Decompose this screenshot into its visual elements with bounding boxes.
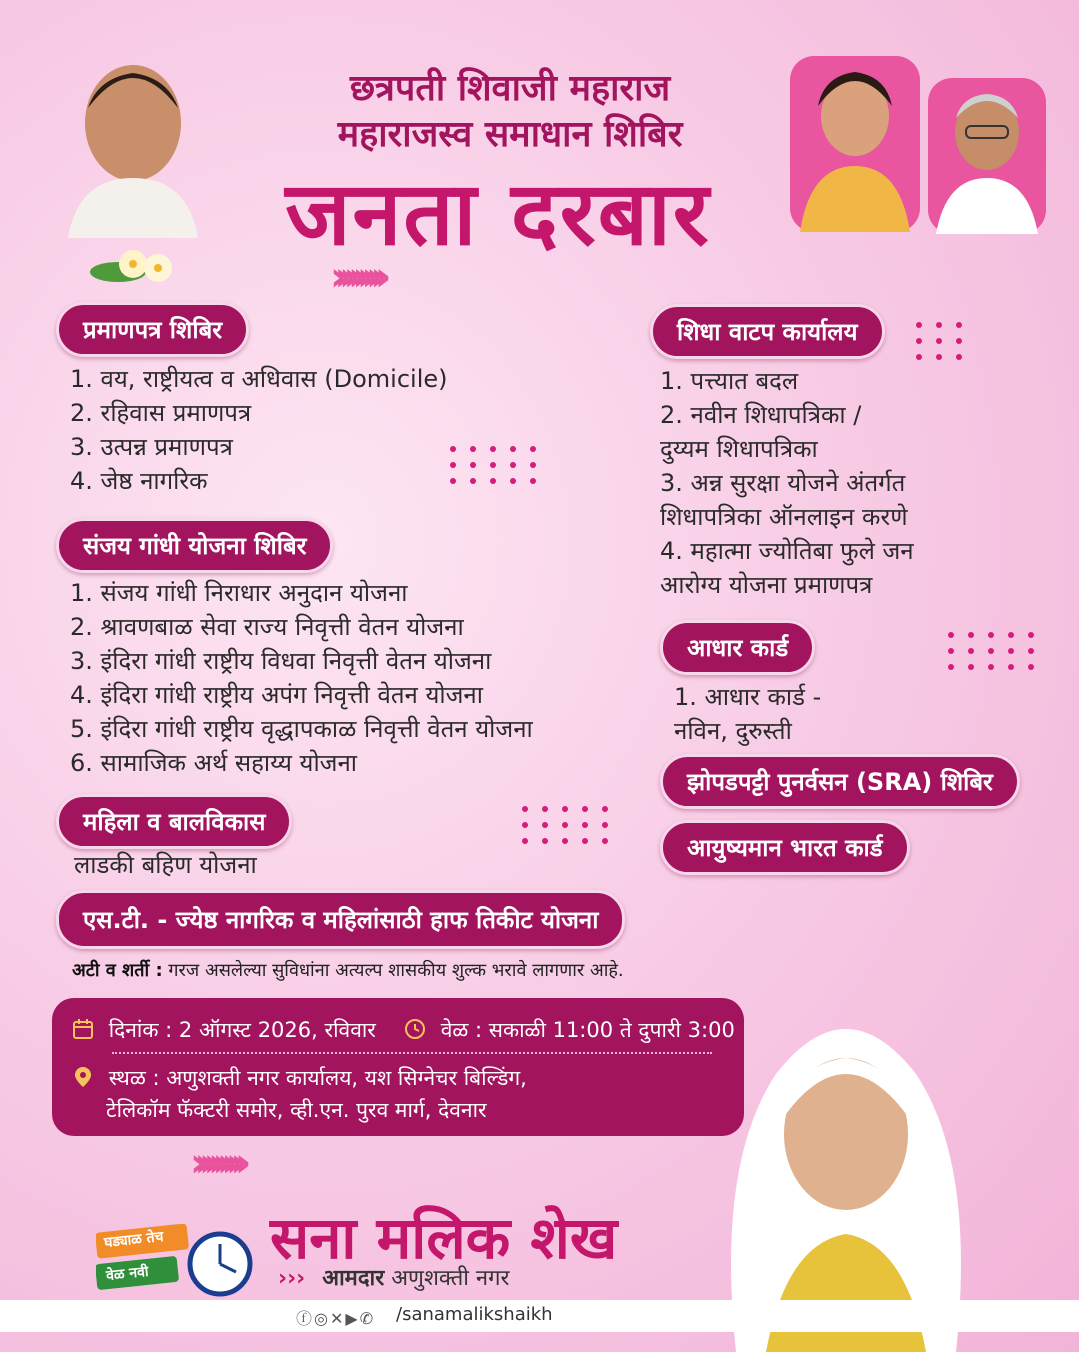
dot-grid-decoration	[948, 632, 1036, 670]
venue-line-1: स्थळ : अणुशक्ती नगर कार्यालय, यश सिग्नेचर बिल्डिंग,	[108, 1066, 527, 1090]
list-item: 3. अन्न सुरक्षा योजने अंतर्गत	[660, 469, 906, 497]
section-heading-aadhaar: आधार कार्ड	[660, 620, 815, 675]
list-item: 4. महात्मा ज्योतिबा फुले जन	[660, 537, 914, 565]
list-item: 2. नवीन शिधापत्रिका /	[660, 401, 862, 429]
list-item: 2. श्रावणबाळ सेवा राज्य निवृत्ती वेतन योजना	[70, 613, 464, 641]
terms-label: अटी व शर्ती :	[72, 960, 163, 981]
social-bar	[0, 1300, 1079, 1332]
social-icons	[296, 1306, 375, 1329]
x-icon: ✕	[329, 1309, 346, 1328]
list-item: 4. जेष्ठ नागरिक	[70, 467, 208, 495]
candidate-portrait	[646, 964, 1046, 1352]
section-heading-ration-office: शिधा वाटप कार्यालय	[650, 304, 885, 359]
list-item: 5. इंदिरा गांधी राष्ट्रीय वृद्धापकाळ निवृत्ती वेतन योजना	[70, 715, 533, 743]
whatsapp-icon: ✆	[359, 1309, 376, 1328]
social-handle[interactable]: /sanamalikshaikh	[396, 1304, 553, 1325]
header-line-1: छत्रपती शिवाजी महाराज	[349, 68, 671, 109]
party-logo	[96, 1224, 256, 1308]
sanjay-gandhi-list	[70, 576, 533, 780]
dot-grid-decoration	[916, 322, 964, 360]
chevron-right-icon: ›››	[278, 1266, 306, 1291]
list-item: 4. इंदिरा गांधी राष्ट्रीय अपंग निवृत्ती वेतन योजना	[70, 681, 483, 709]
event-date: दिनांक : 2 ऑगस्ट 2026, रविवार	[108, 1018, 376, 1042]
sra-camp-pill: झोपडपट्टी पुनर्वसन (SRA) शिबिर	[660, 754, 1020, 809]
section-heading-women-child: महिला व बालविकास	[56, 794, 292, 849]
logo-tagline-1: घड्याळ तेच	[103, 1228, 165, 1252]
leader-portrait-left	[58, 38, 208, 238]
header-line-2: महाराजस्व समाधान शिबिर	[337, 114, 683, 155]
list-item: 1. पत्त्यात बदल	[660, 367, 799, 395]
clock-icon	[404, 1018, 426, 1045]
list-item: लाडकी बहिण योजना	[74, 851, 257, 879]
section-heading-sanjay-gandhi: संजय गांधी योजना शिबिर	[56, 518, 333, 573]
list-item: शिधापत्रिका ऑनलाइन करणे	[660, 503, 908, 531]
st-half-ticket-pill: एस.टी. - ज्येष्ठ नागरिक व महिलांसाठी हाफ तिकीट योजना	[56, 890, 625, 949]
candidate-name: सना मलिक शेख	[270, 1204, 618, 1272]
terms-note	[72, 958, 624, 982]
list-item: दुय्यम शिधापत्रिका	[660, 435, 818, 463]
constituency: अणुशक्ती नगर	[391, 1266, 510, 1291]
ayushman-card-pill: आयुष्यमान भारत कार्ड	[660, 820, 910, 875]
list-item: 2. रहिवास प्रमाणपत्र	[70, 399, 252, 427]
ration-office-list	[660, 364, 914, 602]
venue-row	[72, 1064, 527, 1094]
date-row	[72, 1016, 376, 1045]
divider	[112, 1052, 712, 1054]
list-item: 3. उत्पन्न प्रमाणपत्र	[70, 433, 233, 461]
list-item: 1. वय, राष्ट्रीयत्व व अधिवास (Domicile)	[70, 365, 448, 393]
candidate-designation	[278, 1262, 510, 1292]
leader-portrait-right-1	[796, 46, 914, 232]
list-item: नविन, दुरुस्ती	[674, 717, 792, 745]
certificates-list	[70, 362, 448, 498]
chevron-decoration-bottom: ›››››››››››	[190, 1140, 240, 1186]
logo-tagline-2: वेळ नवी	[105, 1263, 150, 1285]
chevron-decoration-top: ›››››››››››	[330, 254, 380, 300]
dot-grid-decoration	[522, 806, 610, 844]
leader-portrait-right-2	[932, 68, 1042, 234]
venue-line-2: टेलिकॉम फॅक्टरी समोर, व्ही.एन. पुरव मार्ग, देवनार	[106, 1098, 487, 1122]
location-pin-icon	[72, 1065, 94, 1094]
venue-row-2	[106, 1096, 487, 1124]
facebook-icon: ⓕ	[296, 1309, 315, 1328]
designation-title: आमदार	[322, 1266, 385, 1291]
instagram-icon: ◎	[314, 1309, 330, 1328]
flower-decoration	[88, 244, 198, 288]
list-item: आरोग्य योजना प्रमाणपत्र	[660, 571, 873, 599]
event-info-box	[52, 998, 744, 1136]
list-item: 3. इंदिरा गांधी राष्ट्रीय विधवा निवृत्ती वेतन योजना	[70, 647, 492, 675]
list-item: 1. संजय गांधी निराधार अनुदान योजना	[70, 579, 408, 607]
youtube-icon: ▶	[345, 1309, 360, 1328]
dot-grid-decoration	[450, 446, 538, 484]
aadhaar-list	[674, 680, 821, 748]
page-title: जनता दरबार	[285, 162, 711, 265]
list-item: 1. आधार कार्ड -	[674, 683, 822, 711]
calendar-icon	[72, 1018, 94, 1045]
women-child-list	[74, 848, 257, 882]
event-time: वेळ : सकाळी 11:00 ते दुपारी 3:00	[440, 1018, 735, 1042]
list-item: 6. सामाजिक अर्थ सहाय्य योजना	[70, 749, 358, 777]
section-heading-certificates: प्रमाणपत्र शिबिर	[56, 302, 249, 357]
terms-text: गरज असलेल्या सुविधांना अत्यल्प शासकीय शुल्क भरावे लागणार आहे.	[168, 960, 624, 981]
